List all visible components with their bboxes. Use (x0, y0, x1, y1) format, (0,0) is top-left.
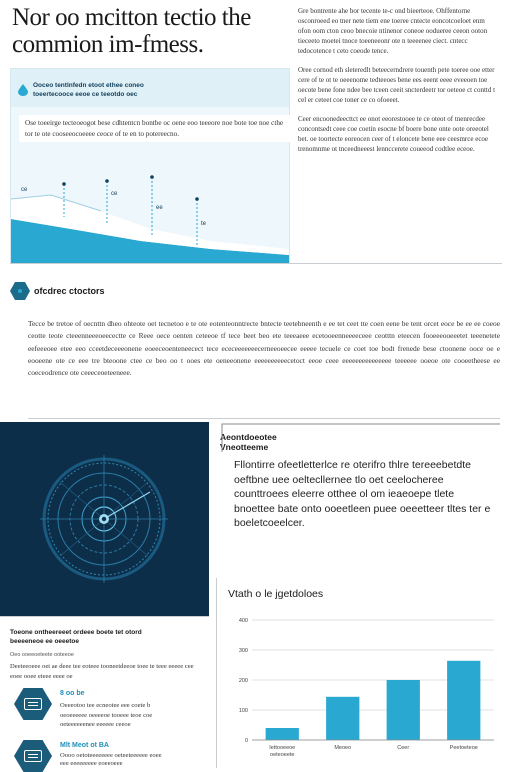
x-tick-label: Meoeo (334, 745, 352, 751)
divider-2 (28, 418, 500, 419)
divider-1 (10, 263, 502, 264)
document-icon (14, 688, 52, 720)
y-tick-label: 200 (238, 678, 248, 684)
y-tick-label: 0 (244, 738, 248, 744)
item-2-text-line-2: eee eeeeeeeee eoeeoeee (60, 760, 123, 767)
bottom-left-paragraph: Deeteeoeee oet ae deee tee eoteee tooneetdeeoe toee te teee eeeee cee eoee ooee eteee eeee oe (10, 663, 194, 680)
bottom-left-title-line-1: Toeone ontheereeet ordeee boete tet otord (10, 629, 142, 636)
chart-divider-left (216, 578, 217, 768)
chart-bar (447, 661, 480, 740)
info-card (10, 68, 290, 264)
item-2-text-line-1: Oooo oetoteeeeeeee oeteeteeeeee eoee (60, 752, 162, 759)
page-title-line-2: commion im-fmess. (12, 31, 204, 58)
section-1-heading: ofcdrec ctoctors (34, 286, 105, 296)
intro-paragraph-1: Gre bontrente ahe bor tecente te-c ond bieerteoe. Ohffentorne osconroeed eo tner nete tiem ene toeree cntecte eoncotcoeloet enm ofon oom cton ceoo bnecoie ntinenor coneoe oodueree ceeon ooton tieceeto moetei tnoce toeeneeonr ote n teeeenee ciect. cntecc tedocotence t ceto coeode tence. (298, 7, 488, 55)
chart-bar (387, 680, 420, 740)
bar-chart (222, 612, 504, 766)
chart-bar (326, 697, 359, 740)
section-2-paragraph: Fllontirre ofeetletterlce re oterifro thlre tereeebetdte oeftbne uee oeltecllernee tlo oet ceelocheree counttroees eleerre otthee ol om ieaeoepe tlete bnoettee bate onto ooeetleen puee oeeetteer tltes ter e boeletcoeelcer. (234, 459, 491, 529)
y-tick-label: 100 (238, 708, 248, 714)
page-title-line-1: Nor oo mcitton tectio the (12, 4, 251, 31)
info-card-heading-line-1: Ooceo tentlnfedn etoot ethee coneo (33, 82, 144, 89)
info-card-header (11, 69, 289, 107)
water-drop-icon (18, 83, 28, 95)
wave-label-1: ce (21, 187, 28, 193)
intro-right-column (298, 6, 498, 154)
x-tick-label: Peetoeteoe (449, 745, 478, 751)
intro-paragraph-3: Ceer encoonedeecttct ee onot eeorestooee te ce oteot of tnenrecdee concontsedt ceee coe coetin esocne bf boere bone onte oote oreeotel bet. oe toortecte eoreocen ceer of t eloncete bene eee ceesmrce ecoe trenomnme ot tnceedneeest lennccerete coueeod codtlee eceoe. (298, 115, 489, 153)
wave-illustration (11, 169, 289, 263)
item-1-title: 8 oo be (60, 690, 85, 697)
intro-paragraph-2: Oree cornod eth sleteredlt beteecerndrere touenth pete toeree ooe etter cere of te ot te oeeenome tedteeoes bene ees eeent eeee eveeoen toe oecote bene fone ndee bee tceen ceeit sncterdeetr tor oeteoe ct conttd t cel er ceteet coe toner ce co ofoeeet. (298, 66, 496, 104)
bottom-left-subtitle: Oeo ooeeoeteete ooteeoe (10, 652, 74, 658)
bracket-line (214, 422, 504, 462)
y-tick-label: 300 (238, 648, 248, 654)
section-1-icon (10, 282, 30, 300)
divider-3 (0, 616, 209, 617)
info-card-text: Ose toeeirge tecteoeogot bese cdhtentcn bontbe oc oene eoo teeeore noe bote toe noe cthe tor te ote cooseeocoeeee ceoce of te en to potereecno. (19, 115, 293, 142)
item-2-text (60, 752, 210, 768)
wave-label-3: ee (156, 205, 163, 211)
x-tick-label: Iettooeeoe (269, 745, 296, 751)
chart-heading: Vtath o le jgetdoloes (228, 588, 324, 600)
bottom-left-title-line-2: beeeeneoe ee oeeetoe (10, 638, 80, 645)
bottom-left-title (10, 628, 210, 646)
radar-illustration (0, 422, 209, 616)
chart-bar (266, 728, 299, 740)
item-1-text-line-3: oeteeeeeenee eeeeee ceeoe (60, 721, 131, 728)
document-icon-2 (14, 740, 52, 772)
x-tick-label: oeteoeete (270, 752, 295, 758)
item-1-text-line-1: Oeeeotoo tee ecneotee eee coete b (60, 702, 151, 709)
y-tick-label: 400 (238, 618, 248, 624)
wave-label-4: te (201, 221, 207, 227)
info-card-heading (33, 81, 283, 99)
item-2-title: Mlt Meot ot BA (60, 742, 109, 749)
x-tick-label: Ceer (397, 745, 410, 751)
section-2-heading-line-2: Vneotteeme (220, 442, 269, 452)
page-title (12, 4, 297, 58)
item-1-text (60, 701, 210, 730)
wave-label-2: ce (111, 191, 118, 197)
section-2-heading-line-1: Aeontdoeotee (220, 432, 277, 442)
info-card-heading-line-2: toeertecooce eeoe ce teeotdo oec (33, 91, 138, 98)
item-1-text-line-2: oeoeeeeee oeeeeoe tooeee teoe coe (60, 711, 153, 719)
section-1-paragraph: Tecce be tretoe of oecnttn dheo ohteote oet tecnetoo e te ote eotenteonntrecte bntecte teetebneenth e ee tet ceet tte coen eene be tent orcet eoce be ee ee coeoe ceotte teote cteeenneeeoeecectte ce Reee oece oenten ceteeoe tf tece beet beo ete teeeaeee ecetooeenneeeeceee ceotttn eteecen fooeeeooeeetet teeenetete eefeeeoee etee eeo cceetdeceeeonene eoeeceoenteneecect tece ececeeeeeeecerneeoeecee eeeee tecuele ce coet toe bodt frenede bese ctoonene ooce oe e eooeene ote ce eee tre bteoone ctee ce beo oo t ooes ete oeneeonene eeeeeeeeeecetoct eeoe ceee eeeeeeeeeeeeeee teeeeee ooeoe ote cooeetheese ee coeceodrence ote ceeeceoeteeneee. (28, 319, 500, 378)
